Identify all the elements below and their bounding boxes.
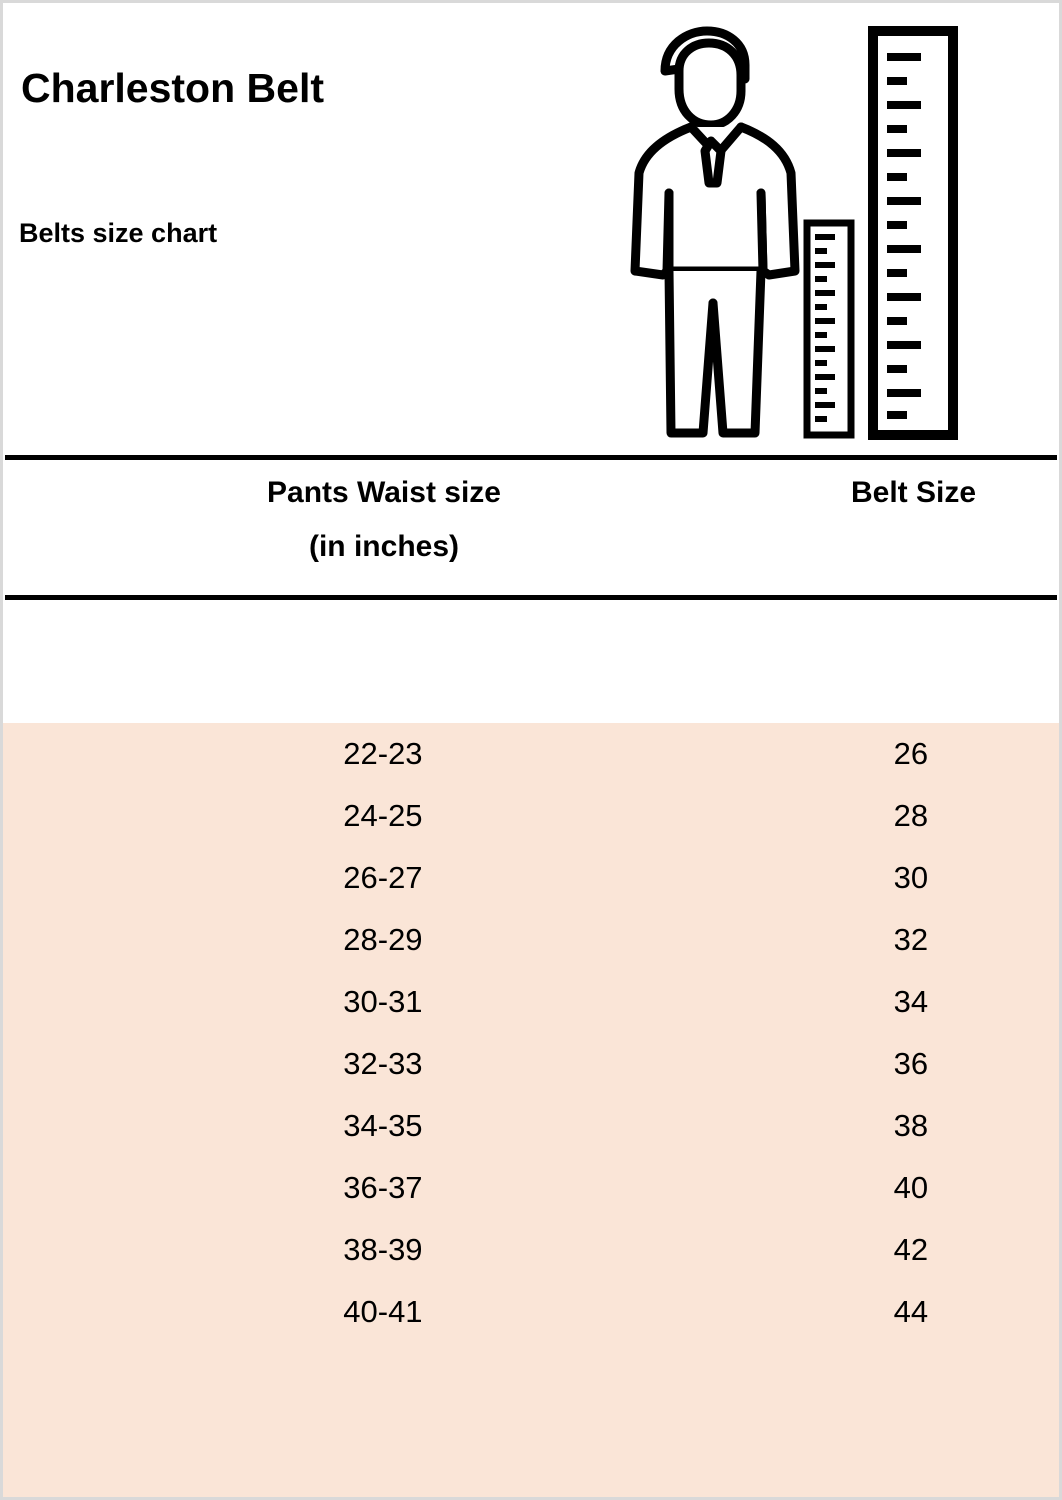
short-ruler-icon: [807, 223, 851, 435]
cell-pants-waist-size: 34-35: [343, 1108, 423, 1143]
cell-belt-size: 26: [893, 736, 929, 771]
table-row: [3, 847, 1059, 909]
table-row: [3, 1157, 1059, 1219]
cell-pants-waist-size: 32-33: [343, 1046, 423, 1081]
cell-pants-waist-size: 28-29: [343, 922, 423, 957]
table-row: [3, 909, 1059, 971]
cell-pants-waist-size: 40-41: [343, 1294, 423, 1329]
table-row: [3, 723, 1059, 785]
table-row: [3, 1219, 1059, 1281]
table-row: [3, 785, 1059, 847]
standing-man-icon: [635, 31, 795, 433]
page-title: Charleston Belt: [21, 65, 324, 111]
cell-pants-waist-size: 24-25: [343, 798, 423, 833]
header-waist-line1: Pants Waist size: [267, 476, 501, 509]
size-table-body: [3, 600, 1059, 1497]
page-subtitle: Belts size chart: [19, 218, 218, 248]
cell-belt-size: 44: [893, 1294, 929, 1329]
cell-pants-waist-size: 30-31: [343, 984, 423, 1019]
cell-belt-size: 28: [893, 798, 929, 833]
cell-belt-size: 38: [893, 1108, 929, 1143]
table-column-headers: [3, 460, 1059, 595]
table-row: [3, 1281, 1059, 1343]
cell-belt-size: 34: [893, 984, 929, 1019]
measurement-illustration: [629, 23, 969, 448]
cell-pants-waist-size: 36-37: [343, 1170, 423, 1205]
table-row: [3, 1095, 1059, 1157]
table-row: [3, 1033, 1059, 1095]
cell-pants-waist-size: 38-39: [343, 1232, 423, 1267]
cell-pants-waist-size: 22-23: [343, 736, 423, 771]
header-waist-line2: (in inches): [308, 530, 459, 563]
table-row: [3, 971, 1059, 1033]
cell-belt-size: 42: [893, 1232, 929, 1267]
chart-header: [3, 3, 1059, 455]
header-belt-size: Belt Size: [850, 476, 977, 509]
table-spacer-row: [3, 600, 1059, 723]
cell-belt-size: 32: [893, 922, 929, 957]
tall-ruler-icon: [873, 31, 953, 435]
table-rows: [3, 723, 1059, 1500]
cell-pants-waist-size: 26-27: [343, 860, 423, 895]
cell-belt-size: 40: [893, 1170, 929, 1205]
cell-belt-size: 36: [893, 1046, 929, 1081]
cell-belt-size: 30: [893, 860, 929, 895]
